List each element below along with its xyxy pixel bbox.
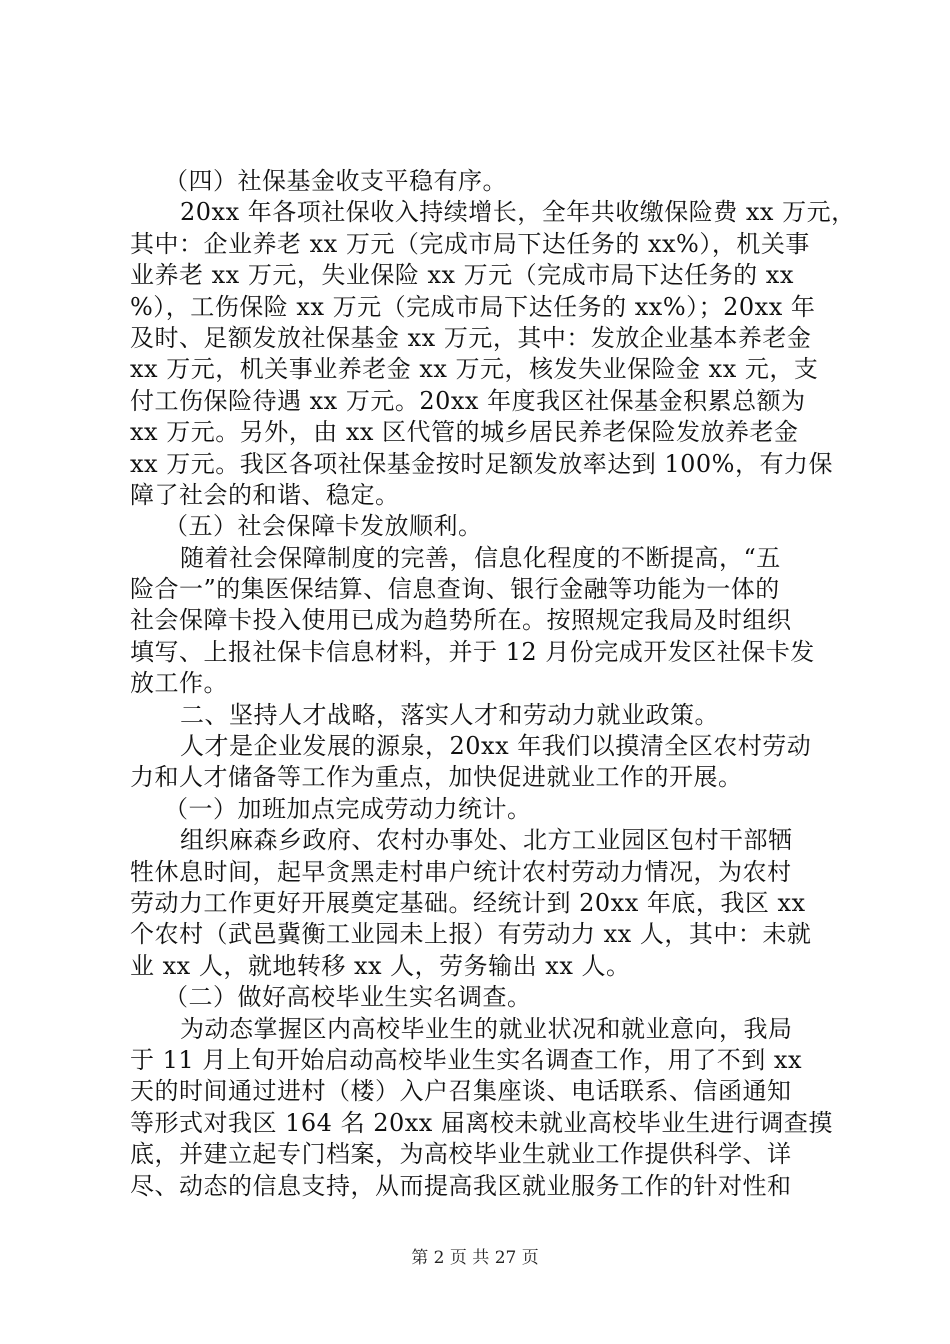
- heading-talent-strategy: 二、坚持人才战略，落实人才和劳动力就业政策。: [180, 700, 719, 729]
- heading-social-fund: （四）社保基金收支平稳有序。: [164, 167, 507, 195]
- paragraph-line: 20xx 年各项社保收入持续增长，全年共收缴保险费 xx 万元，: [180, 198, 856, 227]
- paragraph-line: 于 11 月上旬开始启动高校毕业生实名调查工作，用了不到 xx: [130, 1045, 802, 1074]
- paragraph-line: 放工作。: [130, 669, 228, 698]
- paragraph-line: 人才是企业发展的源泉，20xx 年我们以摸清全区农村劳动: [180, 732, 812, 761]
- paragraph-line: 及时、足额发放社保基金 xx 万元，其中：发放企业基本养老金: [130, 323, 812, 352]
- paragraph-line: 个农村（武邑冀衡工业园未上报）有劳动力 xx 人，其中：未就: [130, 920, 812, 949]
- paragraph-line: xx 万元，机关事业养老金 xx 万元，核发失业保险金 xx 元，支: [130, 355, 819, 384]
- paragraph-line: %），工伤保险 xx 万元（完成市局下达任务的 xx%）；20xx 年: [130, 292, 816, 321]
- paragraph-line: 力和人才储备等工作为重点，加快促进就业工作的开展。: [130, 763, 743, 792]
- paragraph-line: 随着社会保障制度的完善，信息化程度的不断提高，“五: [180, 543, 781, 572]
- paragraph-line: xx 万元。我区各项社保基金按时足额发放率达到 100%，有力保: [130, 449, 833, 478]
- paragraph-line: 底，并建立起专门档案，为高校毕业生就业工作提供科学、详: [130, 1140, 792, 1169]
- paragraph-line: 付工伤保险待遇 xx 万元。20xx 年度我区社保基金积累总额为: [130, 386, 806, 415]
- paragraph-line: 社会保障卡投入使用已成为趋势所在。按照规定我局及时组织: [130, 606, 792, 635]
- paragraph-line: 业养老 xx 万元，失业保险 xx 万元（完成市局下达任务的 xx: [130, 261, 794, 290]
- paragraph-line: 填写、上报社保卡信息材料，并于 12 月份完成开发区社保卡发: [130, 637, 815, 666]
- paragraph-line: xx 万元。另外，由 xx 区代管的城乡居民养老保险发放养老金: [130, 418, 799, 447]
- heading-social-card: （五）社会保障卡发放顺利。: [164, 512, 483, 541]
- paragraph-line: 为动态掌握区内高校毕业生的就业状况和就业意向，我局: [180, 1014, 793, 1043]
- heading-graduate-survey: （二）做好高校毕业生实名调查。: [164, 983, 532, 1012]
- paragraph-line: 牲休息时间，起早贪黑走村串户统计农村劳动力情况，为农村: [130, 857, 792, 886]
- paragraph-line: 天的时间通过进村（楼）入户召集座谈、电话联系、信函通知: [130, 1077, 792, 1106]
- paragraph-line: 劳动力工作更好开展奠定基础。经统计到 20xx 年底，我区 xx: [130, 888, 806, 917]
- paragraph-line: 障了社会的和谐、稳定。: [130, 480, 400, 509]
- page-number-footer: 第 2 页 共 27 页: [411, 1248, 539, 1268]
- paragraph-line: 等形式对我区 164 名 20xx 届离校未就业高校毕业生进行调查摸: [130, 1108, 833, 1137]
- paragraph-line: 业 xx 人，就地转移 xx 人，劳务输出 xx 人。: [130, 951, 631, 980]
- paragraph-line: 组织麻森乡政府、农村办事处、北方工业园区包村干部牺: [180, 826, 793, 855]
- paragraph-line: 尽、动态的信息支持，从而提高我区就业服务工作的针对性和: [130, 1171, 792, 1200]
- paragraph-line: 险合一”的集医保结算、信息查询、银行金融等功能为一体的: [130, 575, 780, 604]
- paragraph-line: 其中：企业养老 xx 万元（完成市局下达任务的 xx%），机关事: [130, 229, 810, 258]
- heading-labor-statistics: （一）加班加点完成劳动力统计。: [164, 794, 532, 823]
- document-body: [130, 166, 856, 1202]
